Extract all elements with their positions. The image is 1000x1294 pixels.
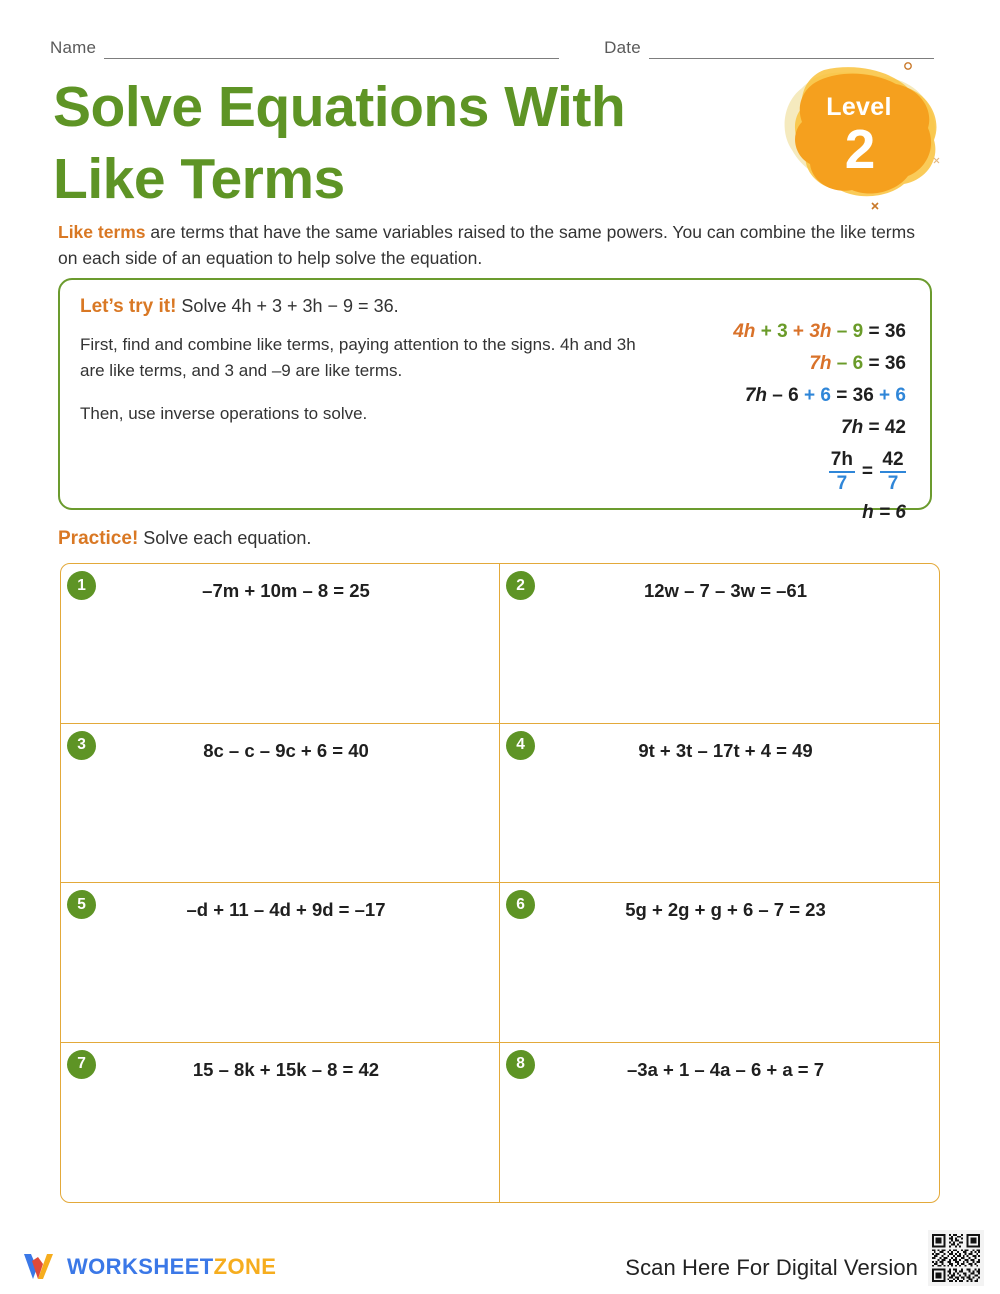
solution-step-final xyxy=(606,503,906,522)
solution-step-2: 7h – 6 = 36 xyxy=(809,353,906,374)
page-title-line-2: Like Terms xyxy=(53,146,345,211)
date-label: Date xyxy=(604,38,641,57)
problem-number-badge: 5 xyxy=(67,890,96,919)
lets-try-it-explanation xyxy=(80,332,660,427)
practice-cell-5[interactable] xyxy=(61,883,500,1043)
fraction-right-numerator: 42 xyxy=(882,449,904,470)
practice-heading xyxy=(58,528,311,550)
practice-cell-6[interactable] xyxy=(500,883,939,1043)
problem-equation: –3a + 1 – 4a – 6 + a = 7 xyxy=(627,1058,824,1080)
logo-word-zone: ZONE xyxy=(213,1254,277,1279)
practice-cell-1[interactable] xyxy=(61,564,500,724)
level-badge xyxy=(762,48,952,213)
solution-step-3: 7h – 6 + 6 = 36 + 6 xyxy=(744,385,906,406)
page-title xyxy=(53,72,753,216)
name-write-line[interactable] xyxy=(104,41,559,59)
explanation-paragraph-2: Then, use inverse operations to solve. xyxy=(80,404,368,423)
lets-try-it-prompt: Solve 4h + 3 + 3h − 9 = 36. xyxy=(176,296,399,316)
name-label: Name xyxy=(50,38,97,57)
qr-code[interactable] xyxy=(928,1230,984,1286)
problem-equation: 9t + 3t – 17t + 4 = 49 xyxy=(638,739,813,761)
lets-try-it-heading xyxy=(80,296,399,318)
qr-code-icon xyxy=(928,1230,984,1286)
practice-cell-4[interactable] xyxy=(500,724,939,884)
problem-equation: 15 – 8k + 15k – 8 = 42 xyxy=(192,1058,380,1080)
lets-try-it-label: Let’s try it! xyxy=(80,296,177,317)
practice-cell-2[interactable] xyxy=(500,564,939,724)
logo-v-mark-icon xyxy=(22,1252,56,1282)
problem-equation: –7m + 10m – 8 = 25 xyxy=(202,580,370,601)
fraction-left-numerator: 7h xyxy=(830,449,853,470)
fraction-left-denominator: 7 xyxy=(836,472,848,494)
logo-word-worksheet: WORKSHEET xyxy=(67,1254,214,1279)
problem-number-badge: 6 xyxy=(506,890,535,919)
practice-cell-8[interactable] xyxy=(500,1043,939,1203)
worked-solution-steps xyxy=(606,322,906,535)
scan-instruction-text: Scan Here For Digital Version xyxy=(625,1255,918,1280)
explanation-paragraph-1: First, find and combine like terms, paying attention to the signs. 4h and 3h are like terms, and 3 and –9 are like terms. xyxy=(80,335,636,380)
practice-cell-3[interactable] xyxy=(61,724,500,884)
problem-number-badge: 4 xyxy=(506,731,535,760)
practice-instruction: Solve each equation. xyxy=(138,528,312,548)
fraction-equals-sign: = xyxy=(861,461,873,483)
intro-paragraph xyxy=(58,220,938,272)
practice-cell-7[interactable] xyxy=(61,1043,500,1203)
problem-number-badge: 2 xyxy=(506,571,535,600)
problem-equation: –d + 11 – 4d + 9d = –17 xyxy=(186,899,386,920)
fraction-right-denominator: 7 xyxy=(887,472,899,494)
fraction-right xyxy=(880,450,906,494)
problem-number-badge: 7 xyxy=(67,1050,96,1079)
worksheet-zone-logo[interactable] xyxy=(22,1252,276,1282)
problem-equation: 8c – c – 9c + 6 = 40 xyxy=(203,739,369,761)
problem-number-badge: 1 xyxy=(67,571,96,600)
solution-final-answer: h = 6 xyxy=(862,501,906,523)
page-title-line-1: Solve Equations With xyxy=(53,75,626,139)
problem-number-badge: 3 xyxy=(67,731,96,760)
problem-equation: 5g + 2g + g + 6 – 7 = 23 xyxy=(625,899,826,920)
level-word: Level xyxy=(826,92,892,121)
fraction-left xyxy=(829,450,855,494)
solution-step-1: 4h + 3 + 3h – 9 = 36 xyxy=(733,321,906,342)
intro-keyword: Like terms xyxy=(58,222,146,242)
level-badge-blob-icon xyxy=(762,48,952,213)
practice-grid xyxy=(60,563,940,1203)
problem-number-badge: 8 xyxy=(506,1050,535,1079)
level-number: 2 xyxy=(844,117,876,180)
solution-step-4: 7h = 42 xyxy=(841,417,906,438)
intro-text: are terms that have the same variables raised to the same powers. You can combine the like terms on each side of an equation to help solve the equation. xyxy=(58,222,915,268)
solution-step-fraction xyxy=(606,450,906,494)
lets-try-it-box xyxy=(58,278,932,523)
practice-label: Practice! xyxy=(58,528,139,549)
problem-equation: 12w – 7 – 3w = –61 xyxy=(643,580,808,601)
logo-text xyxy=(67,1254,276,1280)
